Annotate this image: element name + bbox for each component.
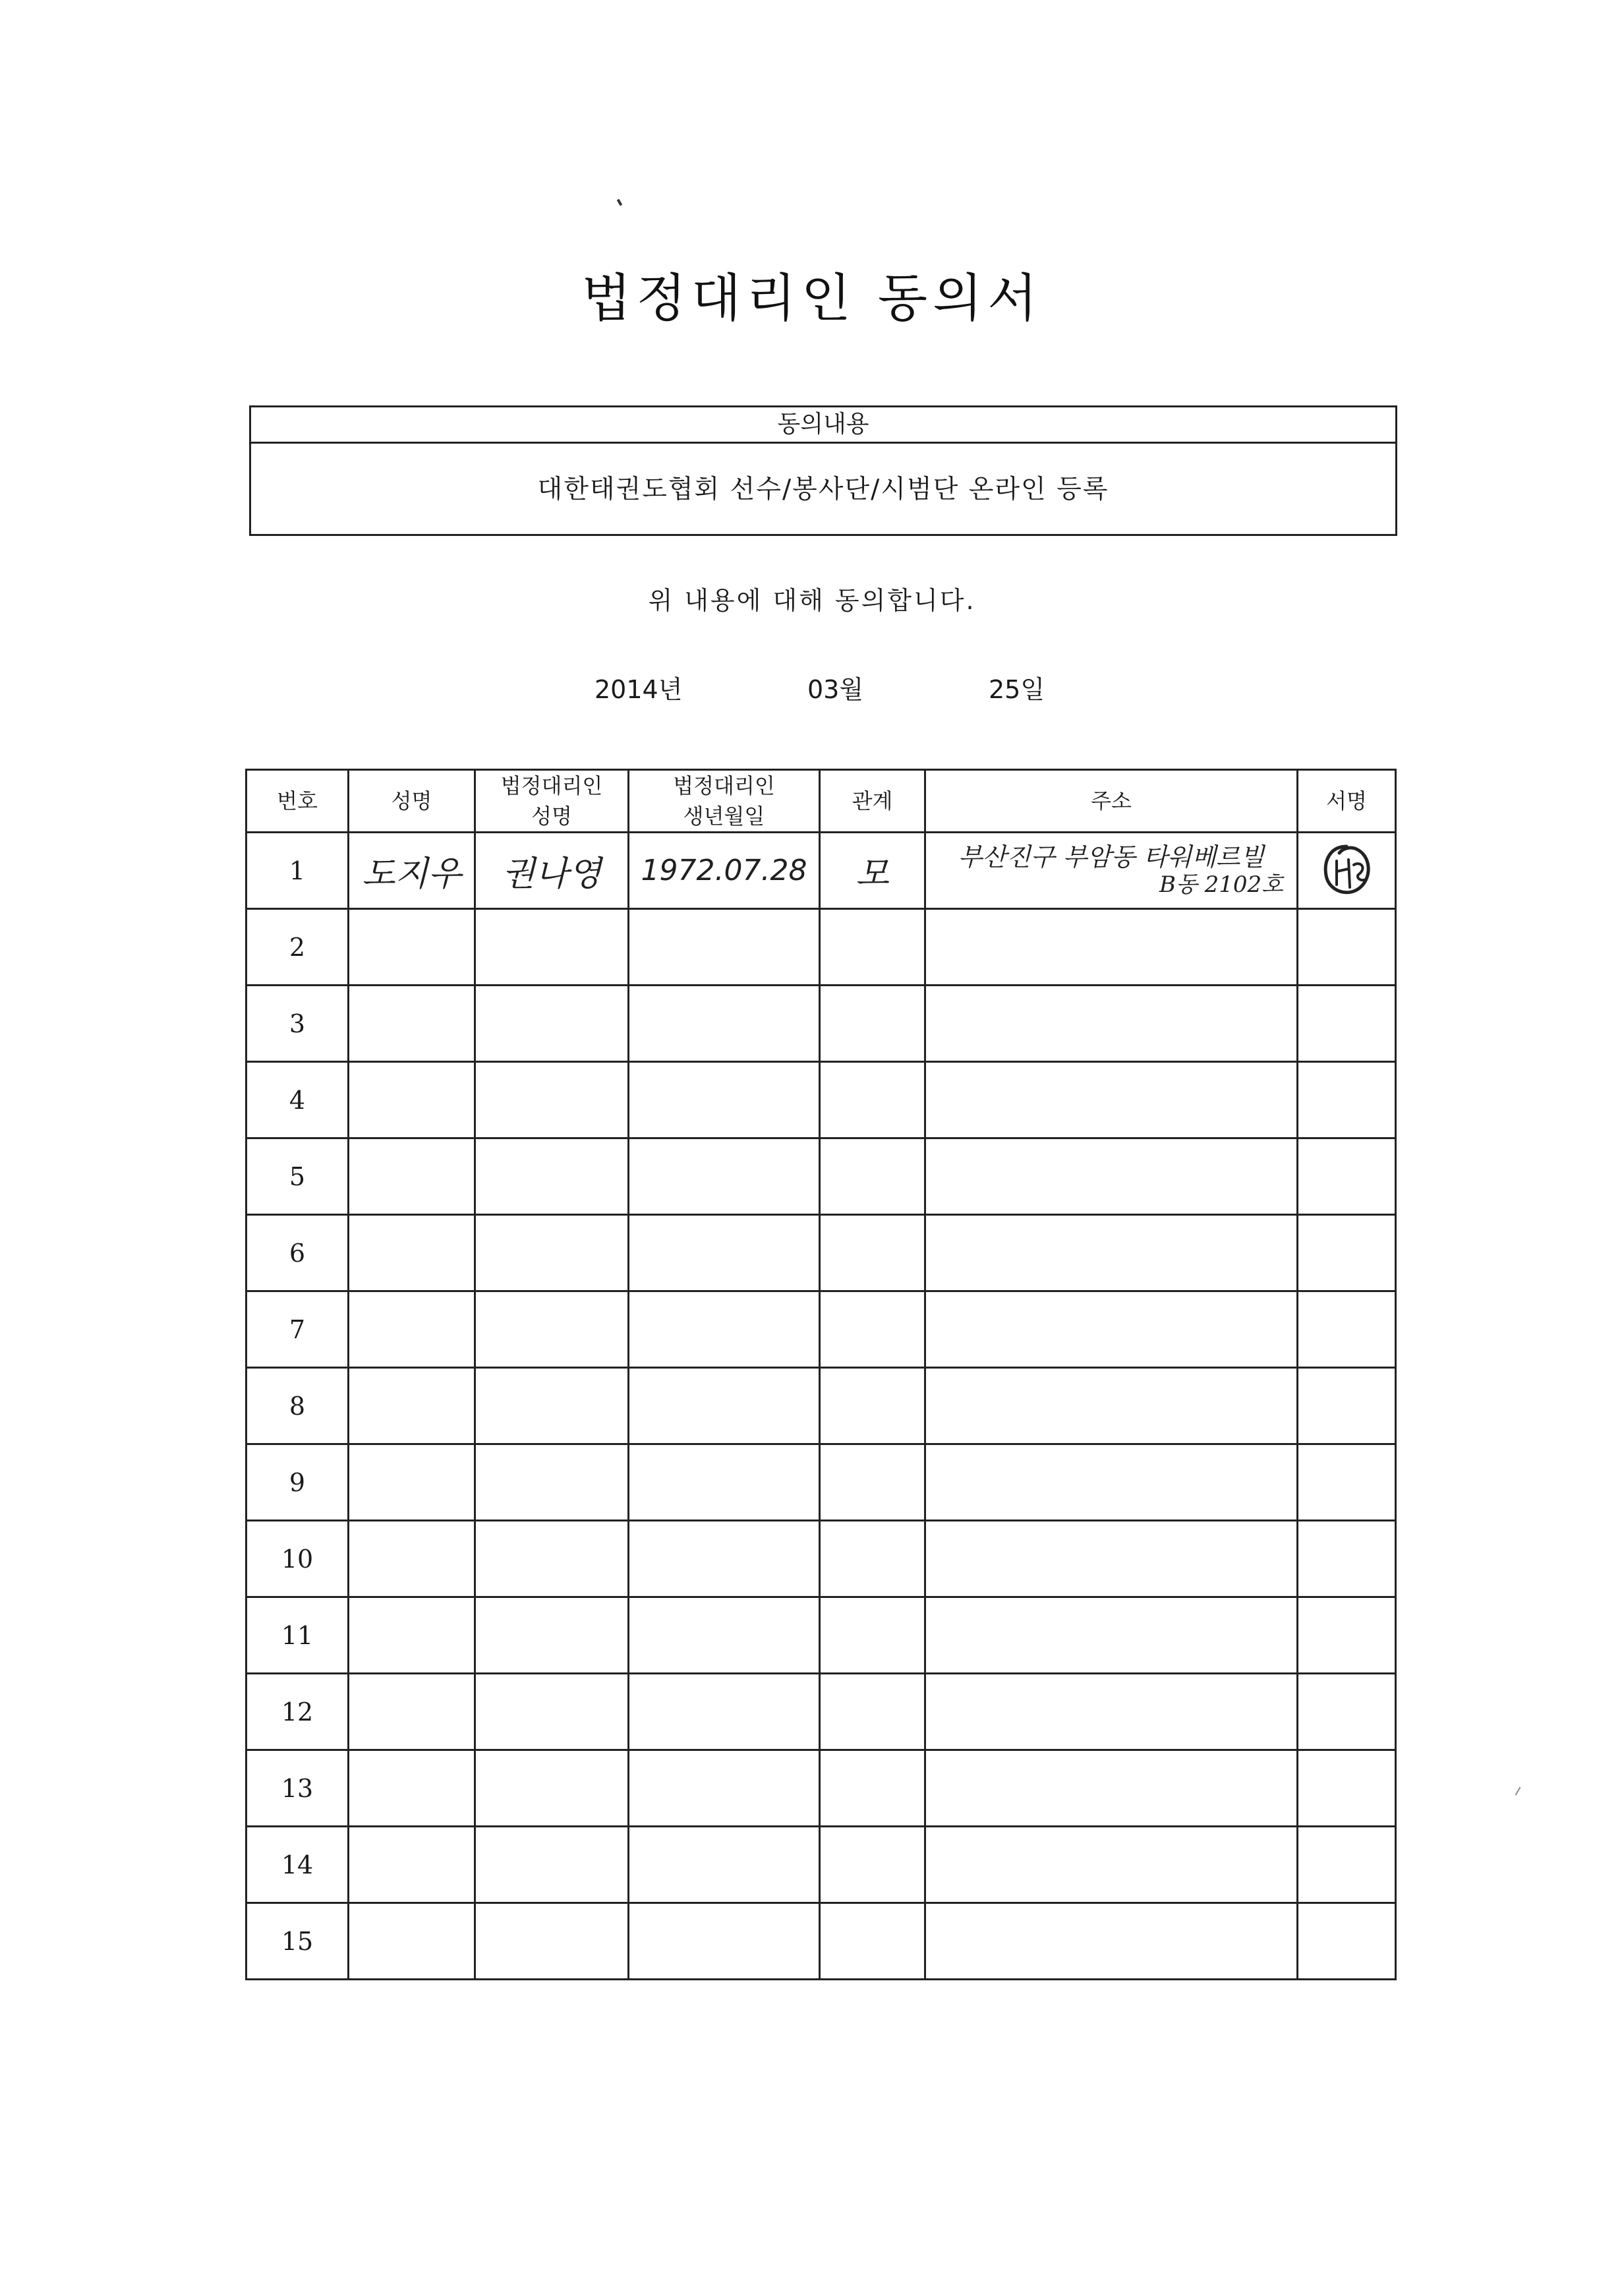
row-signature [1298, 1903, 1396, 1980]
row-name [349, 1521, 475, 1597]
table-header-row [246, 770, 1396, 833]
row-number: 11 [246, 1597, 349, 1674]
row-address [925, 1674, 1298, 1750]
row-name [349, 1674, 475, 1750]
row-number: 15 [246, 1903, 349, 1980]
table-row [246, 1291, 1396, 1368]
row-number: 6 [246, 1215, 349, 1291]
address-line-2: B동 2102호 [1159, 871, 1283, 898]
row-relation [820, 986, 925, 1062]
row-guardian-birth [629, 1368, 820, 1444]
table-row [246, 1368, 1396, 1444]
row-guardian-birth [629, 1444, 820, 1521]
document-title: 법정대리인 동의서 [581, 269, 1043, 328]
row-address [925, 1215, 1298, 1291]
row-signature [1298, 1444, 1396, 1521]
table-row [246, 1903, 1396, 1980]
row-guardian-birth [629, 1062, 820, 1138]
row-number: 12 [246, 1674, 349, 1750]
row-relation [820, 833, 925, 909]
row-guardian-name [475, 1444, 629, 1521]
table-row [246, 1521, 1396, 1597]
row-signature [1298, 1521, 1396, 1597]
row-name [349, 833, 475, 909]
date-month: 03월 [807, 675, 864, 704]
row-signature [1298, 1291, 1396, 1368]
row-number: 7 [246, 1291, 349, 1368]
row-guardian-name [475, 1368, 629, 1444]
row-relation [820, 1597, 925, 1674]
row-address [925, 1368, 1298, 1444]
table-row [246, 1138, 1396, 1215]
row-name [349, 986, 475, 1062]
agree-statement: 위 내용에 대해 동의합니다. [648, 586, 976, 615]
row-guardian-birth [629, 1291, 820, 1368]
row-guardian-birth [629, 1597, 820, 1674]
row-number: 13 [246, 1750, 349, 1827]
address-line-1: 부산진구 부암동 타워베르빌 [958, 842, 1265, 871]
row-number: 3 [246, 986, 349, 1062]
row-number: 8 [246, 1368, 349, 1444]
row-guardian-name [475, 1674, 629, 1750]
row-address [925, 1291, 1298, 1368]
row-guardian-name [475, 833, 629, 909]
row-relation [820, 1903, 925, 1980]
row-address [925, 986, 1298, 1062]
row-relation [820, 909, 925, 986]
row-number: 14 [246, 1827, 349, 1903]
consent-content-box [249, 405, 1397, 536]
row-signature [1298, 833, 1396, 909]
row-relation [820, 1215, 925, 1291]
row-guardian-birth [629, 833, 820, 909]
table-row [246, 1215, 1396, 1291]
row-number: 5 [246, 1138, 349, 1215]
date-year: 2014년 [594, 675, 683, 704]
row-name [349, 1444, 475, 1521]
row-number: 2 [246, 909, 349, 986]
row-number: 4 [246, 1062, 349, 1138]
table-row [246, 1597, 1396, 1674]
row-guardian-name [475, 1597, 629, 1674]
table-row [246, 833, 1396, 909]
row-name [349, 909, 475, 986]
row-relation [820, 1368, 925, 1444]
header-name: 성명 [349, 770, 475, 833]
row-name [349, 1368, 475, 1444]
row-name [349, 1138, 475, 1215]
row-guardian-name [475, 986, 629, 1062]
handwritten-name: 도지우 [362, 854, 461, 894]
row-address [925, 1062, 1298, 1138]
row-signature [1298, 1674, 1396, 1750]
row-guardian-name [475, 1903, 629, 1980]
row-name [349, 1215, 475, 1291]
row-relation [820, 1291, 925, 1368]
row-guardian-name [475, 1521, 629, 1597]
table-row [246, 1674, 1396, 1750]
table-row [246, 986, 1396, 1062]
handwritten-relation: 모 [856, 854, 889, 894]
row-signature [1298, 1368, 1396, 1444]
row-address [925, 1444, 1298, 1521]
header-address: 주소 [925, 770, 1298, 833]
table-row [246, 1444, 1396, 1521]
table-row [246, 1062, 1396, 1138]
row-address [925, 1138, 1298, 1215]
row-signature [1298, 1827, 1396, 1903]
row-relation [820, 1138, 925, 1215]
table-row [246, 1750, 1396, 1827]
row-name [349, 1597, 475, 1674]
row-signature [1298, 1215, 1396, 1291]
row-address [925, 1750, 1298, 1827]
row-address [925, 1903, 1298, 1980]
row-guardian-name [475, 1215, 629, 1291]
row-guardian-birth [629, 986, 820, 1062]
row-name [349, 1827, 475, 1903]
row-guardian-name [475, 1827, 629, 1903]
row-guardian-name [475, 1291, 629, 1368]
row-guardian-birth [629, 1138, 820, 1215]
row-guardian-birth [629, 1215, 820, 1291]
row-address [925, 909, 1298, 986]
row-name [349, 1062, 475, 1138]
row-relation [820, 1674, 925, 1750]
row-address [925, 1521, 1298, 1597]
row-signature [1298, 1138, 1396, 1215]
row-address [925, 1597, 1298, 1674]
row-number: 9 [246, 1444, 349, 1521]
row-address [925, 833, 1298, 909]
row-guardian-birth [629, 1750, 820, 1827]
row-guardian-birth [629, 1903, 820, 1980]
scan-speck [1515, 1786, 1521, 1795]
row-relation [820, 1827, 925, 1903]
table-row [246, 1827, 1396, 1903]
scan-speck [617, 199, 622, 206]
row-signature [1298, 1750, 1396, 1827]
handwritten-guardian-name: 권나영 [502, 854, 602, 894]
header-signature: 서명 [1298, 770, 1396, 833]
row-number: 10 [246, 1521, 349, 1597]
row-name [349, 1903, 475, 1980]
row-relation [820, 1062, 925, 1138]
row-signature [1298, 909, 1396, 986]
row-guardian-name [475, 1062, 629, 1138]
row-name [349, 1291, 475, 1368]
table-row [246, 909, 1396, 986]
row-guardian-birth [629, 1827, 820, 1903]
row-guardian-name [475, 909, 629, 986]
consent-box-header: 동의내용 [251, 407, 1395, 444]
row-relation [820, 1750, 925, 1827]
header-guardian-birth: 법정대리인 생년월일 [629, 770, 820, 833]
row-signature [1298, 1597, 1396, 1674]
row-relation [820, 1521, 925, 1597]
row-guardian-birth [629, 1521, 820, 1597]
row-relation [820, 1444, 925, 1521]
row-guardian-birth [629, 909, 820, 986]
row-address [925, 1827, 1298, 1903]
date-day: 25일 [989, 675, 1045, 704]
row-guardian-name [475, 1750, 629, 1827]
header-guardian-name: 법정대리인 성명 [475, 770, 629, 833]
header-relation: 관계 [820, 770, 925, 833]
row-number: 1 [246, 833, 349, 909]
consent-box-content: 대한태권도협회 선수/봉사단/시범단 온라인 등록 [537, 475, 1109, 504]
row-name [349, 1750, 475, 1827]
row-signature [1298, 1062, 1396, 1138]
row-guardian-birth [629, 1674, 820, 1750]
row-guardian-name [475, 1138, 629, 1215]
guardian-roster-table [245, 769, 1397, 1980]
header-number: 번호 [246, 770, 349, 833]
handwritten-guardian-birth: 1972.07.28 [641, 854, 807, 887]
row-signature [1298, 986, 1396, 1062]
signature-mark [1317, 841, 1376, 900]
